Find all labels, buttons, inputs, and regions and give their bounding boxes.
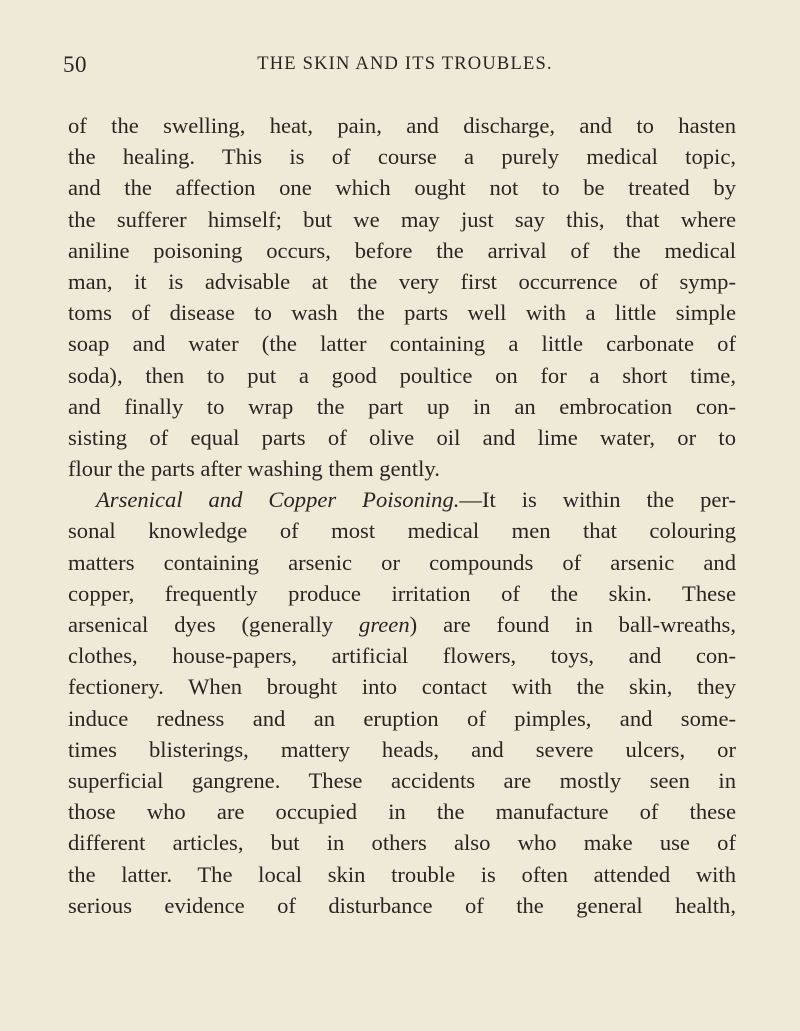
- text-run: sisting of equal parts of olive oil and lime water, or to: [68, 424, 736, 450]
- text-line: [68, 859, 736, 890]
- text-run: serious evidence of disturbance of the general health,: [68, 892, 736, 918]
- text-line: [68, 484, 736, 515]
- text-run: the latter. The local skin trouble is often attended with: [68, 861, 736, 887]
- page-number: 50: [63, 52, 87, 77]
- text-run: sonal knowledge of most medical men that colouring: [68, 518, 736, 544]
- text-run: superficial gangrene. These accidents are mostly seen in: [68, 767, 736, 793]
- text-run: the sufferer himself; but we may just say this, that where: [68, 206, 736, 232]
- text-run: and the affection one which ought not to be treated by: [68, 175, 736, 201]
- text-run: soap and water (the latter containing a little carbonate of: [68, 331, 736, 357]
- text-line: [68, 827, 736, 858]
- text-run: and finally to wrap the part up in an embrocation con-: [68, 393, 736, 419]
- text-line: [68, 703, 736, 734]
- text-line: [68, 734, 736, 765]
- text-run: —It is within the per-: [459, 487, 736, 513]
- text-line: [68, 609, 736, 640]
- text-run: different articles, but in others also who make use of: [68, 830, 736, 856]
- text-line: [68, 360, 736, 391]
- text-line: [68, 328, 736, 359]
- running-title: THE SKIN AND ITS TROUBLES.: [257, 54, 553, 74]
- text-line: [68, 141, 736, 172]
- text-line: [68, 172, 736, 203]
- text-line: [68, 547, 736, 578]
- text-run: those who are occupied in the manufacture of these: [68, 799, 736, 825]
- text-line: [68, 235, 736, 266]
- text-run: ) are found in ball-wreaths,: [409, 612, 736, 637]
- text-line: [68, 671, 736, 702]
- text-run: toms of disease to wash the parts well with a little simple: [68, 300, 736, 326]
- italic-text: Arsenical and Copper Poisoning.: [96, 487, 460, 513]
- text-run: of the swelling, heat, pain, and discharge, and to hasten: [68, 113, 736, 138]
- page-header: [63, 52, 739, 84]
- text-line: [68, 796, 736, 827]
- text-line: [68, 391, 736, 422]
- text-line: [68, 422, 736, 453]
- text-line: [68, 515, 736, 546]
- text-run: flour the parts after washing them gently.: [68, 456, 440, 482]
- text-run: aniline poisoning occurs, before the arrival of the medical: [68, 237, 736, 263]
- text-run: man, it is advisable at the very first occurrence of symp-: [68, 268, 736, 294]
- text-run: arsenical dyes (generally: [68, 612, 360, 637]
- italic-text: green: [359, 612, 410, 637]
- text-line: [68, 640, 736, 671]
- text-line: [68, 204, 736, 235]
- text-line: [68, 453, 736, 484]
- text-run: induce redness and an eruption of pimples, and some-: [68, 705, 736, 731]
- text-line: [68, 890, 736, 921]
- text-run: matters containing arsenic or compounds of arsenic and: [68, 549, 736, 575]
- text-run: clothes, house-papers, artificial flowers, toys, and con-: [68, 643, 736, 669]
- text-line: [68, 266, 736, 297]
- text-line: [68, 297, 736, 328]
- text-run: fectionery. When brought into contact with the skin, they: [68, 674, 736, 700]
- text-run: times blisterings, mattery heads, and severe ulcers, or: [68, 736, 736, 762]
- text-run: soda), then to put a good poultice on for a short time,: [68, 362, 736, 388]
- text-run: the healing. This is of course a purely medical topic,: [68, 144, 736, 170]
- text-line: [68, 765, 736, 796]
- text-line: [68, 578, 736, 609]
- text-run: copper, frequently produce irritation of the skin. These: [68, 580, 736, 606]
- body-text: [68, 110, 736, 921]
- text-line: [68, 110, 736, 141]
